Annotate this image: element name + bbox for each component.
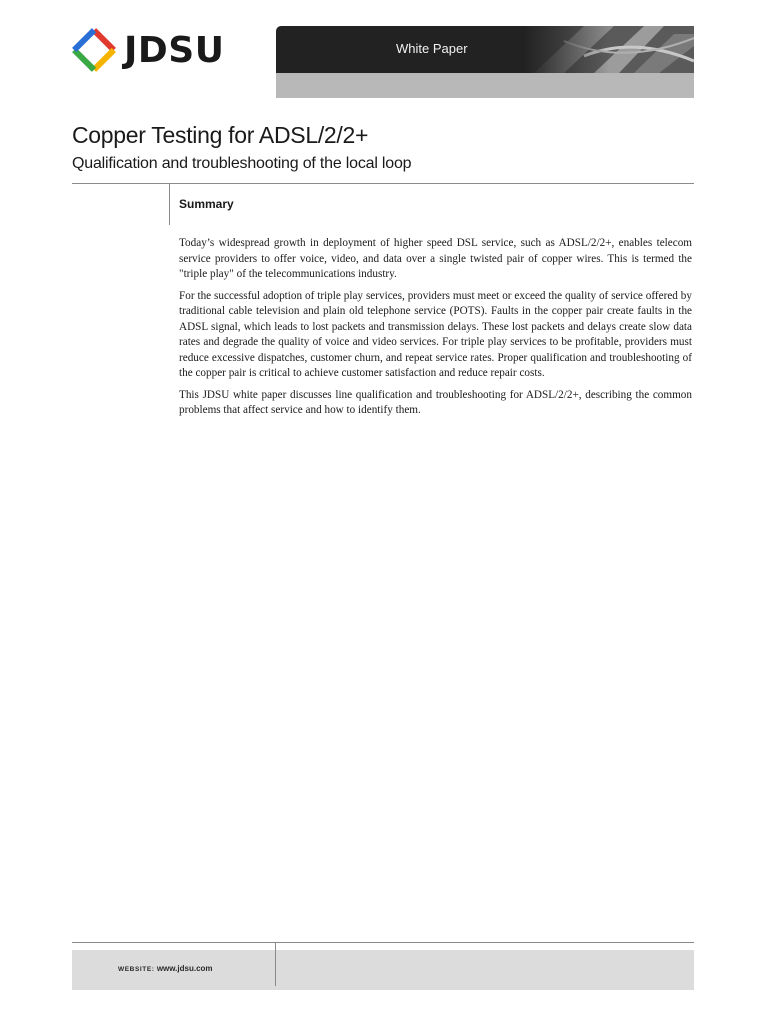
header-grey-band bbox=[276, 73, 694, 98]
banner-title: White Paper bbox=[396, 41, 468, 56]
banner-texture-graphic bbox=[524, 26, 694, 73]
website-label: WEBSITE: bbox=[118, 966, 155, 973]
paragraph: For the successful adoption of triple play services, providers must meet or exceed the quality of service offered by traditional cable television and plain old telephone service (POTS). Faults in the copper pair create faults in the ADSL signal, which leads to lost packets and transmission delays. These lost packets and delays create slow data rates and degrade the quality of voice and video services. For triple play services to be profitable, providers must reduce excessive dispatches, customer churn, and repeat service rates. Proper qualification and troubleshooting of the copper pair is critical to achieve customer satisfaction and reduce repair costs. bbox=[179, 289, 692, 379]
paragraph: This JDSU white paper discusses line qualification and troubleshooting for ADSL/2/2+, describing the common problems that affect service and how to identify them. bbox=[179, 388, 692, 416]
document-subtitle: Qualification and troubleshooting of the local loop bbox=[72, 155, 412, 172]
footer-website bbox=[118, 964, 213, 973]
logo-wordmark: JDSU bbox=[124, 30, 225, 71]
section-divider bbox=[169, 183, 170, 225]
website-link[interactable]: www.jdsu.com bbox=[156, 964, 213, 973]
header-banner bbox=[276, 26, 694, 73]
summary-body bbox=[179, 236, 692, 425]
paragraph: Today’s widespread growth in deployment of higher speed DSL service, such as ADSL/2/2+, enables telecom service providers to offer voice, video, and data over a single twisted pair of copper wires. This is termed the "triple play" of the telecommunications industry. bbox=[179, 237, 692, 280]
document-title: Copper Testing for ADSL/2/2+ bbox=[72, 122, 369, 148]
footer-vertical-divider bbox=[275, 942, 276, 986]
jdsu-logo-icon bbox=[70, 26, 118, 74]
footer-divider bbox=[72, 942, 694, 943]
jdsu-logo bbox=[70, 26, 225, 76]
summary-heading: Summary bbox=[179, 197, 234, 211]
title-divider bbox=[72, 183, 694, 184]
